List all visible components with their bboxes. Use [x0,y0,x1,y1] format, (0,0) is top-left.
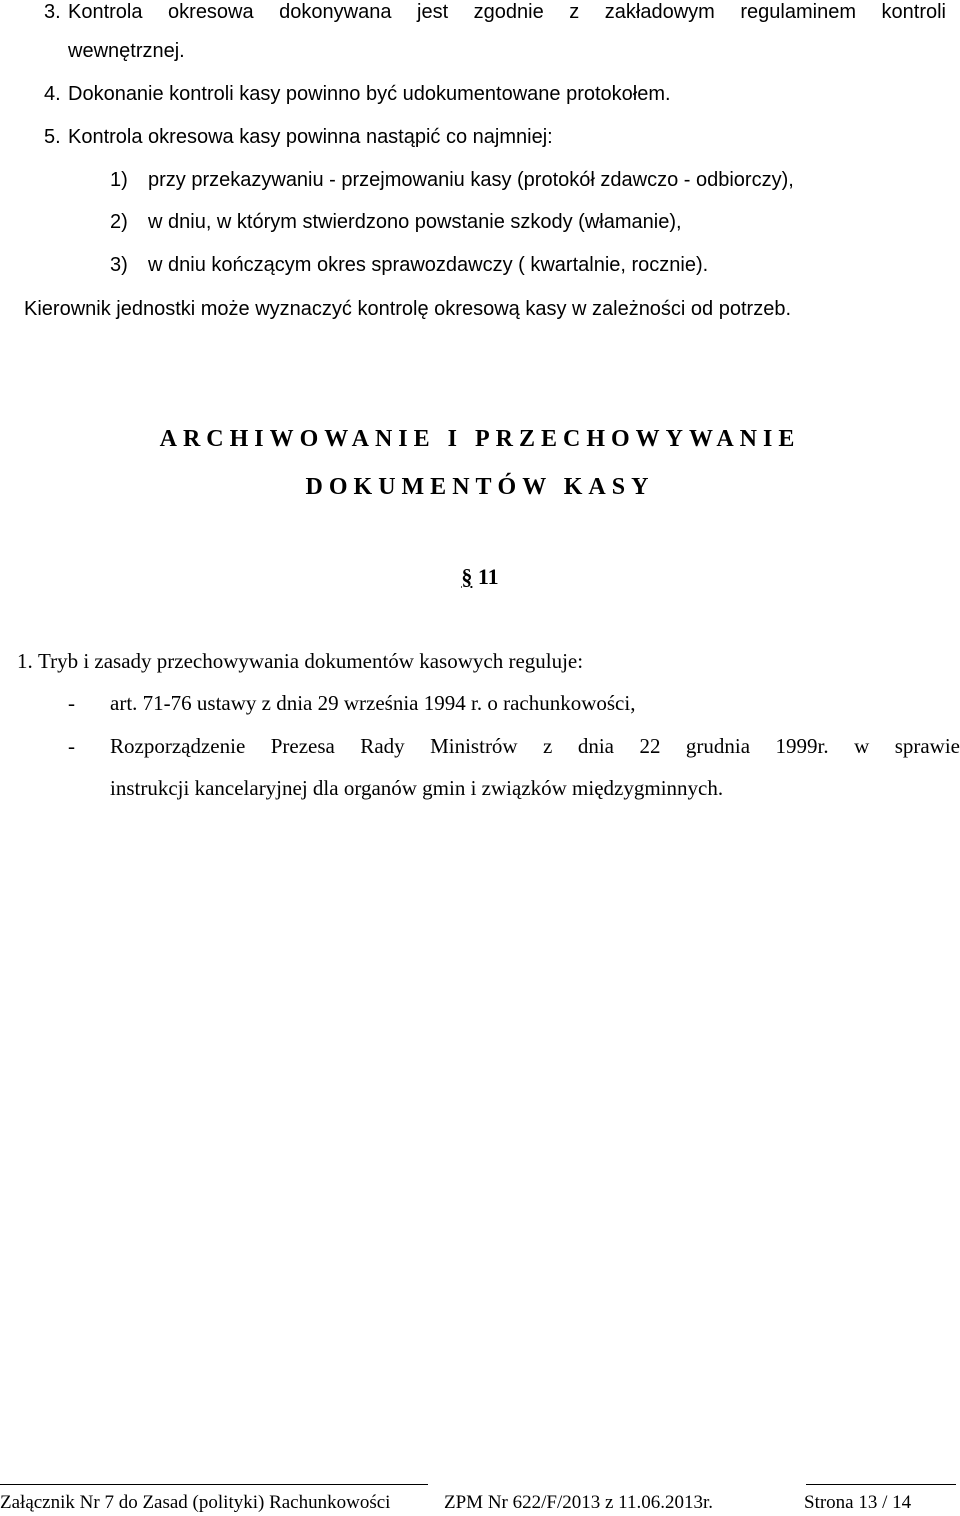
section-number-value: 11 [477,564,499,589]
page-footer [0,1490,960,1516]
sub-item-1 [110,167,794,193]
sub-item-number: 2) [110,211,128,233]
sub-item-text: przy przekazywaniu - przejmowaniu kasy (protokół zdawczo - odbiorczy), [148,169,794,191]
footer-middle-text: ZPM Nr 622/F/2013 z 11.06.2013r. [444,1492,713,1513]
footer-left-text: Załącznik Nr 7 do Zasad (polityki) Rachunkowości [0,1492,391,1513]
paragraph-1 [17,648,583,674]
paragraph-number: 1. [17,649,33,673]
bullet-dash: - [68,734,75,758]
list-number: 5. [44,126,61,148]
kierownik-note: Kierownik jednostki może wyznaczyć kontrolę okresową kasy w zależności od potrzeb. [24,298,792,320]
footer-rule-right [806,1484,956,1485]
sub-item-number: 1) [110,169,128,191]
list-item-3-continuation: wewnętrznej. [68,40,185,62]
sub-item-2 [110,209,682,235]
bullet-dash: - [68,691,75,715]
list-number: 4. [44,83,61,105]
list-item-4 [44,81,671,107]
list-item-4-text: Dokonanie kontroli kasy powinno być udokumentowane protokołem. [68,83,671,105]
footer-page-number: Strona 13 / 14 [804,1492,912,1513]
list-item-5-text: Kontrola okresowa kasy powinna nastąpić co najmniej: [68,126,553,148]
section-heading-line-2: DOKUMENTÓW KASY [305,474,655,500]
list-item-3-text: Kontrola okresowa dokonywana jest zgodnie z zakładowym regulaminem kontroli [68,1,946,23]
bullet-2-text: Rozporządzenie Prezesa Rady Ministrów z dnia 22 grudnia 1999r. w sprawie [110,734,960,758]
footer-rule-left [0,1484,428,1485]
list-number: 3. [44,1,61,23]
list-item-5 [44,124,553,150]
sub-item-3 [110,252,708,278]
section-sign: § [461,564,473,589]
section-heading-line-1: ARCHIWOWANIE I PRZECHOWYWANIE [159,426,801,452]
sub-item-text: w dniu, w którym stwierdzono powstanie szkody (włamanie), [148,211,682,233]
paragraph-1-text: Tryb i zasady przechowywania dokumentów kasowych reguluje: [38,649,584,673]
sub-item-number: 3) [110,254,128,276]
section-number [0,563,960,591]
bullet-1-text: art. 71-76 ustawy z dnia 29 września 1994 r. o rachunkowości, [110,691,636,715]
sub-item-text: w dniu kończącym okres sprawozdawczy ( kwartalnie, rocznie). [148,254,709,276]
bullet-2-continuation: instrukcji kancelaryjnej dla organów gmin i związków międzygminnych. [110,776,724,800]
